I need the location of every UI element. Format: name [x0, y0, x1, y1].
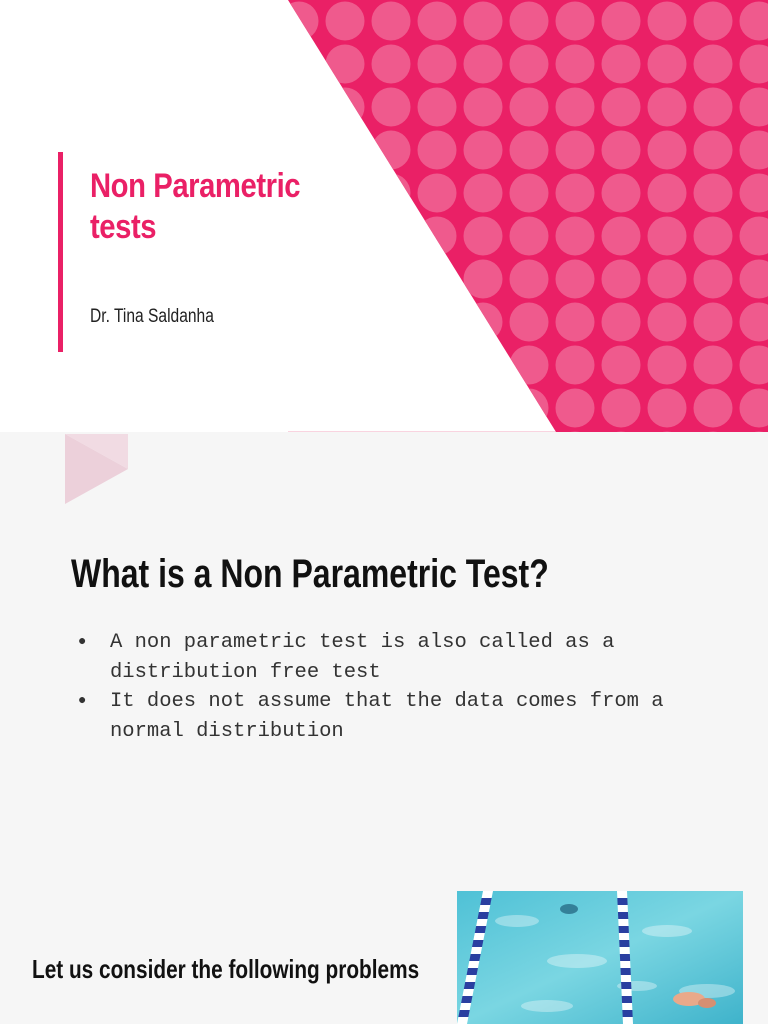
- list-item: [0, 687, 690, 746]
- play-triangle-icon: [65, 434, 128, 504]
- author-name: Dr. Tina Saldanha: [90, 306, 214, 327]
- definition-slide: [0, 432, 768, 862]
- title-slide: [0, 0, 768, 432]
- slide-heading: What is a Non Parametric Test?: [71, 552, 549, 596]
- presentation-title: Non Parametric tests: [90, 167, 301, 246]
- list-item: [0, 628, 690, 687]
- problems-slide: [0, 862, 768, 1024]
- bullet-text: It does not assume that the data comes from a normal distribution: [110, 690, 664, 743]
- bullet-list: [0, 628, 690, 746]
- bullet-dot-icon: ●: [78, 693, 87, 709]
- title-accent-bar: [58, 152, 63, 352]
- slide-lead-text: Let us consider the following problems: [32, 954, 420, 984]
- bullet-text: A non parametric test is also called as a distribution free test: [110, 631, 615, 684]
- bullet-dot-icon: ●: [78, 634, 87, 650]
- swimming-pool-photo: [457, 891, 743, 1024]
